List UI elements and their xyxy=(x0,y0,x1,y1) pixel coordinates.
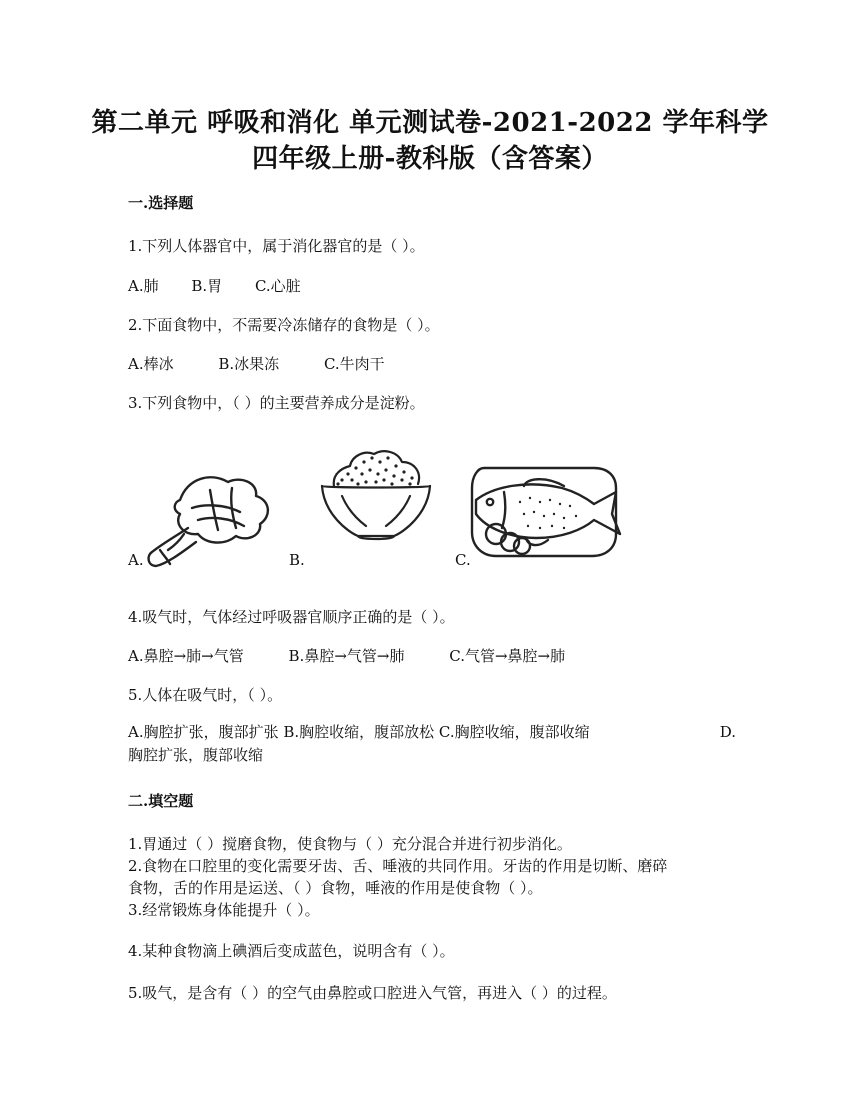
option-c: C.气管→鼻腔→肺 xyxy=(449,647,566,665)
option-b: B.鼻腔→气管→肺 xyxy=(288,647,405,665)
rice-bowl-icon xyxy=(318,444,434,544)
question-3-stem: 3.下列食物中，（ ）的主要营养成分是淀粉。 xyxy=(128,394,425,412)
option-c: C.心脏 xyxy=(254,277,301,295)
section-heading-fill: 二.填空题 xyxy=(128,792,194,810)
question-5-options xyxy=(128,721,736,767)
question-1-options xyxy=(128,275,329,296)
options-abc: A.胸腔扩张，腹部扩张 B.胸腔收缩，腹部放松 C.胸腔收缩，腹部收缩 xyxy=(128,723,590,741)
cabbage-icon xyxy=(140,470,275,570)
question-4-options xyxy=(128,645,605,666)
option-b: B.胃 xyxy=(191,277,223,295)
fill-question-3: 3.经常锻炼身体能提升（ ）。 xyxy=(128,901,320,919)
page-title-line2: 四年级上册-教科版（含答案） xyxy=(252,144,608,174)
image-label-c: C. xyxy=(455,551,471,569)
page-title-line1: 第二单元 呼吸和消化 单元测试卷-2021-2022 学年科学 xyxy=(91,108,769,138)
fill-question-5: 5.吸气，是含有（ ）的空气由鼻腔或口腔进入气管，再进入（ ）的过程。 xyxy=(128,984,617,1002)
question-5-options-line2: 胸腔扩张，腹部收缩 xyxy=(128,746,264,764)
option-a: A.鼻腔→肺→气管 xyxy=(128,647,244,665)
image-label-a: A. xyxy=(128,551,144,569)
option-b: B.冰果冻 xyxy=(218,355,280,373)
question-5-options-line1 xyxy=(128,721,736,744)
section-heading-choice: 一.选择题 xyxy=(128,194,194,212)
question-5-stem: 5.人体在吸气时，（ ）。 xyxy=(128,686,283,704)
image-label-b: B. xyxy=(289,551,305,569)
question-2-stem: 2.下面食物中，不需要冷冻储存的食物是（ ）。 xyxy=(128,316,440,334)
fill-question-2-line1: 2.食物在口腔里的变化需要牙齿、舌、唾液的共同作用。牙齿的作用是切断、磨碎 xyxy=(128,857,668,875)
option-a: A.棒冰 xyxy=(128,355,174,373)
fill-question-1: 1.胃通过（ ）搅磨食物，使食物与（ ）充分混合并进行初步消化。 xyxy=(128,835,572,853)
question-4-stem: 4.吸气时，气体经过呼吸器官顺序正确的是（ ）。 xyxy=(128,608,455,626)
option-c: C.牛肉干 xyxy=(323,355,385,373)
question-1-stem: 1.下列人体器官中，属于消化器官的是（ ）。 xyxy=(128,237,425,255)
option-a: A.肺 xyxy=(128,277,159,295)
fill-question-4: 4.某种食物滴上碘酒后变成蓝色，说明含有（ ）。 xyxy=(128,942,455,960)
fish-plate-icon xyxy=(466,462,626,562)
option-d-label: D. xyxy=(719,723,736,741)
question-2-options xyxy=(128,353,425,374)
fill-question-2-line2: 食物，舌的作用是运送、（ ）食物，唾液的作用是使食物（ ）。 xyxy=(128,879,543,897)
